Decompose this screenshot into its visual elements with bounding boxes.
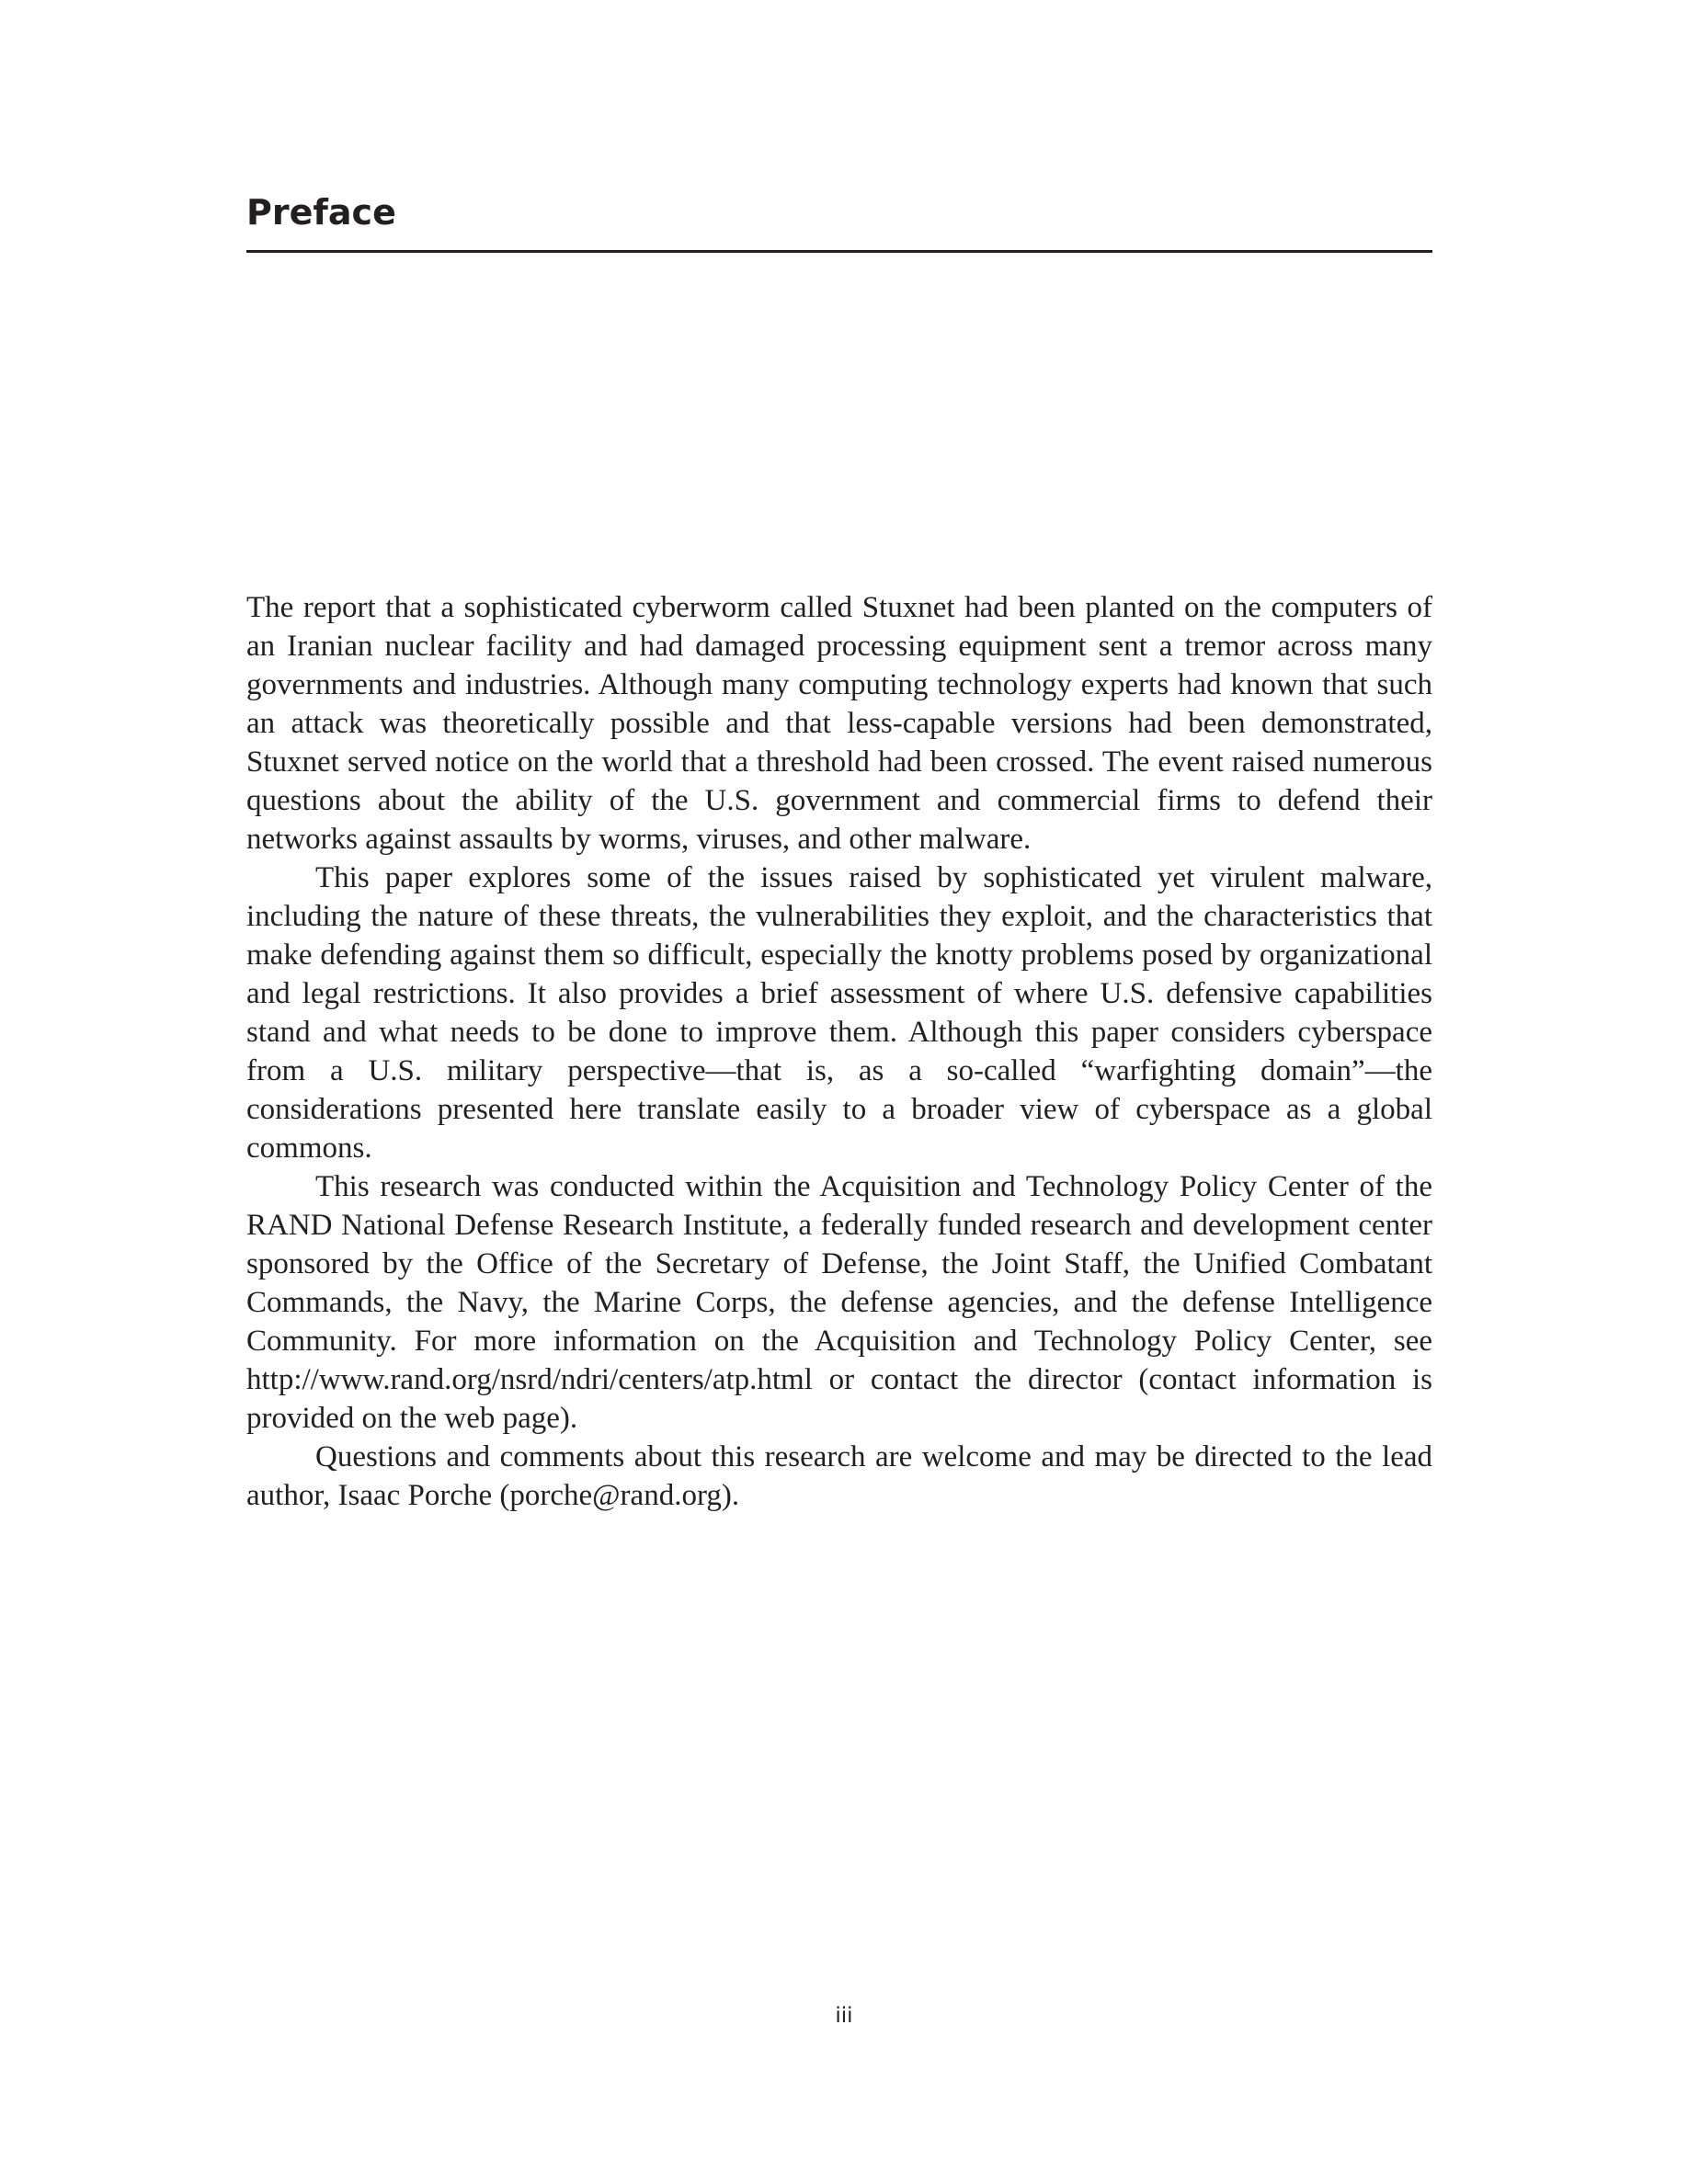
heading-rule	[246, 250, 1432, 253]
paragraph-1: The report that a sophisticated cyberworm called Stuxnet had been planted on the computers of an Iranian nuclear facility and had damaged processing equipment sent a tremor across many governments and industries. Although many computing technology experts had known that such an attack was theoretically possible and that less-capable versions had been demonstrated, Stuxnet served notice on the world that a threshold had been crossed. The event raised numerous questions about the ability of the U.S. government and commercial firms to defend their networks against assaults by worms, viruses, and other malware.	[246, 591, 1432, 856]
paragraph-3: This research was conducted within the Acquisition and Technology Policy Center of the RAND National Defense Research Institute, a federally funded research and development center sponsored by the Office of the Secretary of Defense, the Joint Staff, the Unified Combatant Commands, the Navy, the Marine Corps, the defense agencies, and the defense Intelligence Community. For more information on the Acquisition and Technology Policy Center, see http://www.rand.org/nsrd/ndri/centers/atp.html or contact the director (contact information is provided on the web page).	[246, 1170, 1432, 1435]
page-number: iii	[835, 2004, 853, 2028]
paragraph-4: Questions and comments about this research are welcome and may be directed to the lead author, Isaac Porche (porche@rand.org).	[246, 1440, 1432, 1512]
page-heading: Preface	[246, 192, 396, 233]
body-text	[246, 588, 1432, 1515]
paragraph-2: This paper explores some of the issues raised by sophisticated yet virulent malware, including the nature of these threats, the vulnerabilities they exploit, and the characteristics that make defending against them so difficult, especially the knotty problems posed by organizational and legal restrictions. It also provides a brief assessment of where U.S. defensive capabilities stand and what needs to be done to improve them. Although this paper considers cyberspace from a U.S. military perspective—that is, as a so-called “warfighting domain”—the considerations presented here translate easily to a broader view of cyberspace as a global commons.	[246, 861, 1432, 1165]
